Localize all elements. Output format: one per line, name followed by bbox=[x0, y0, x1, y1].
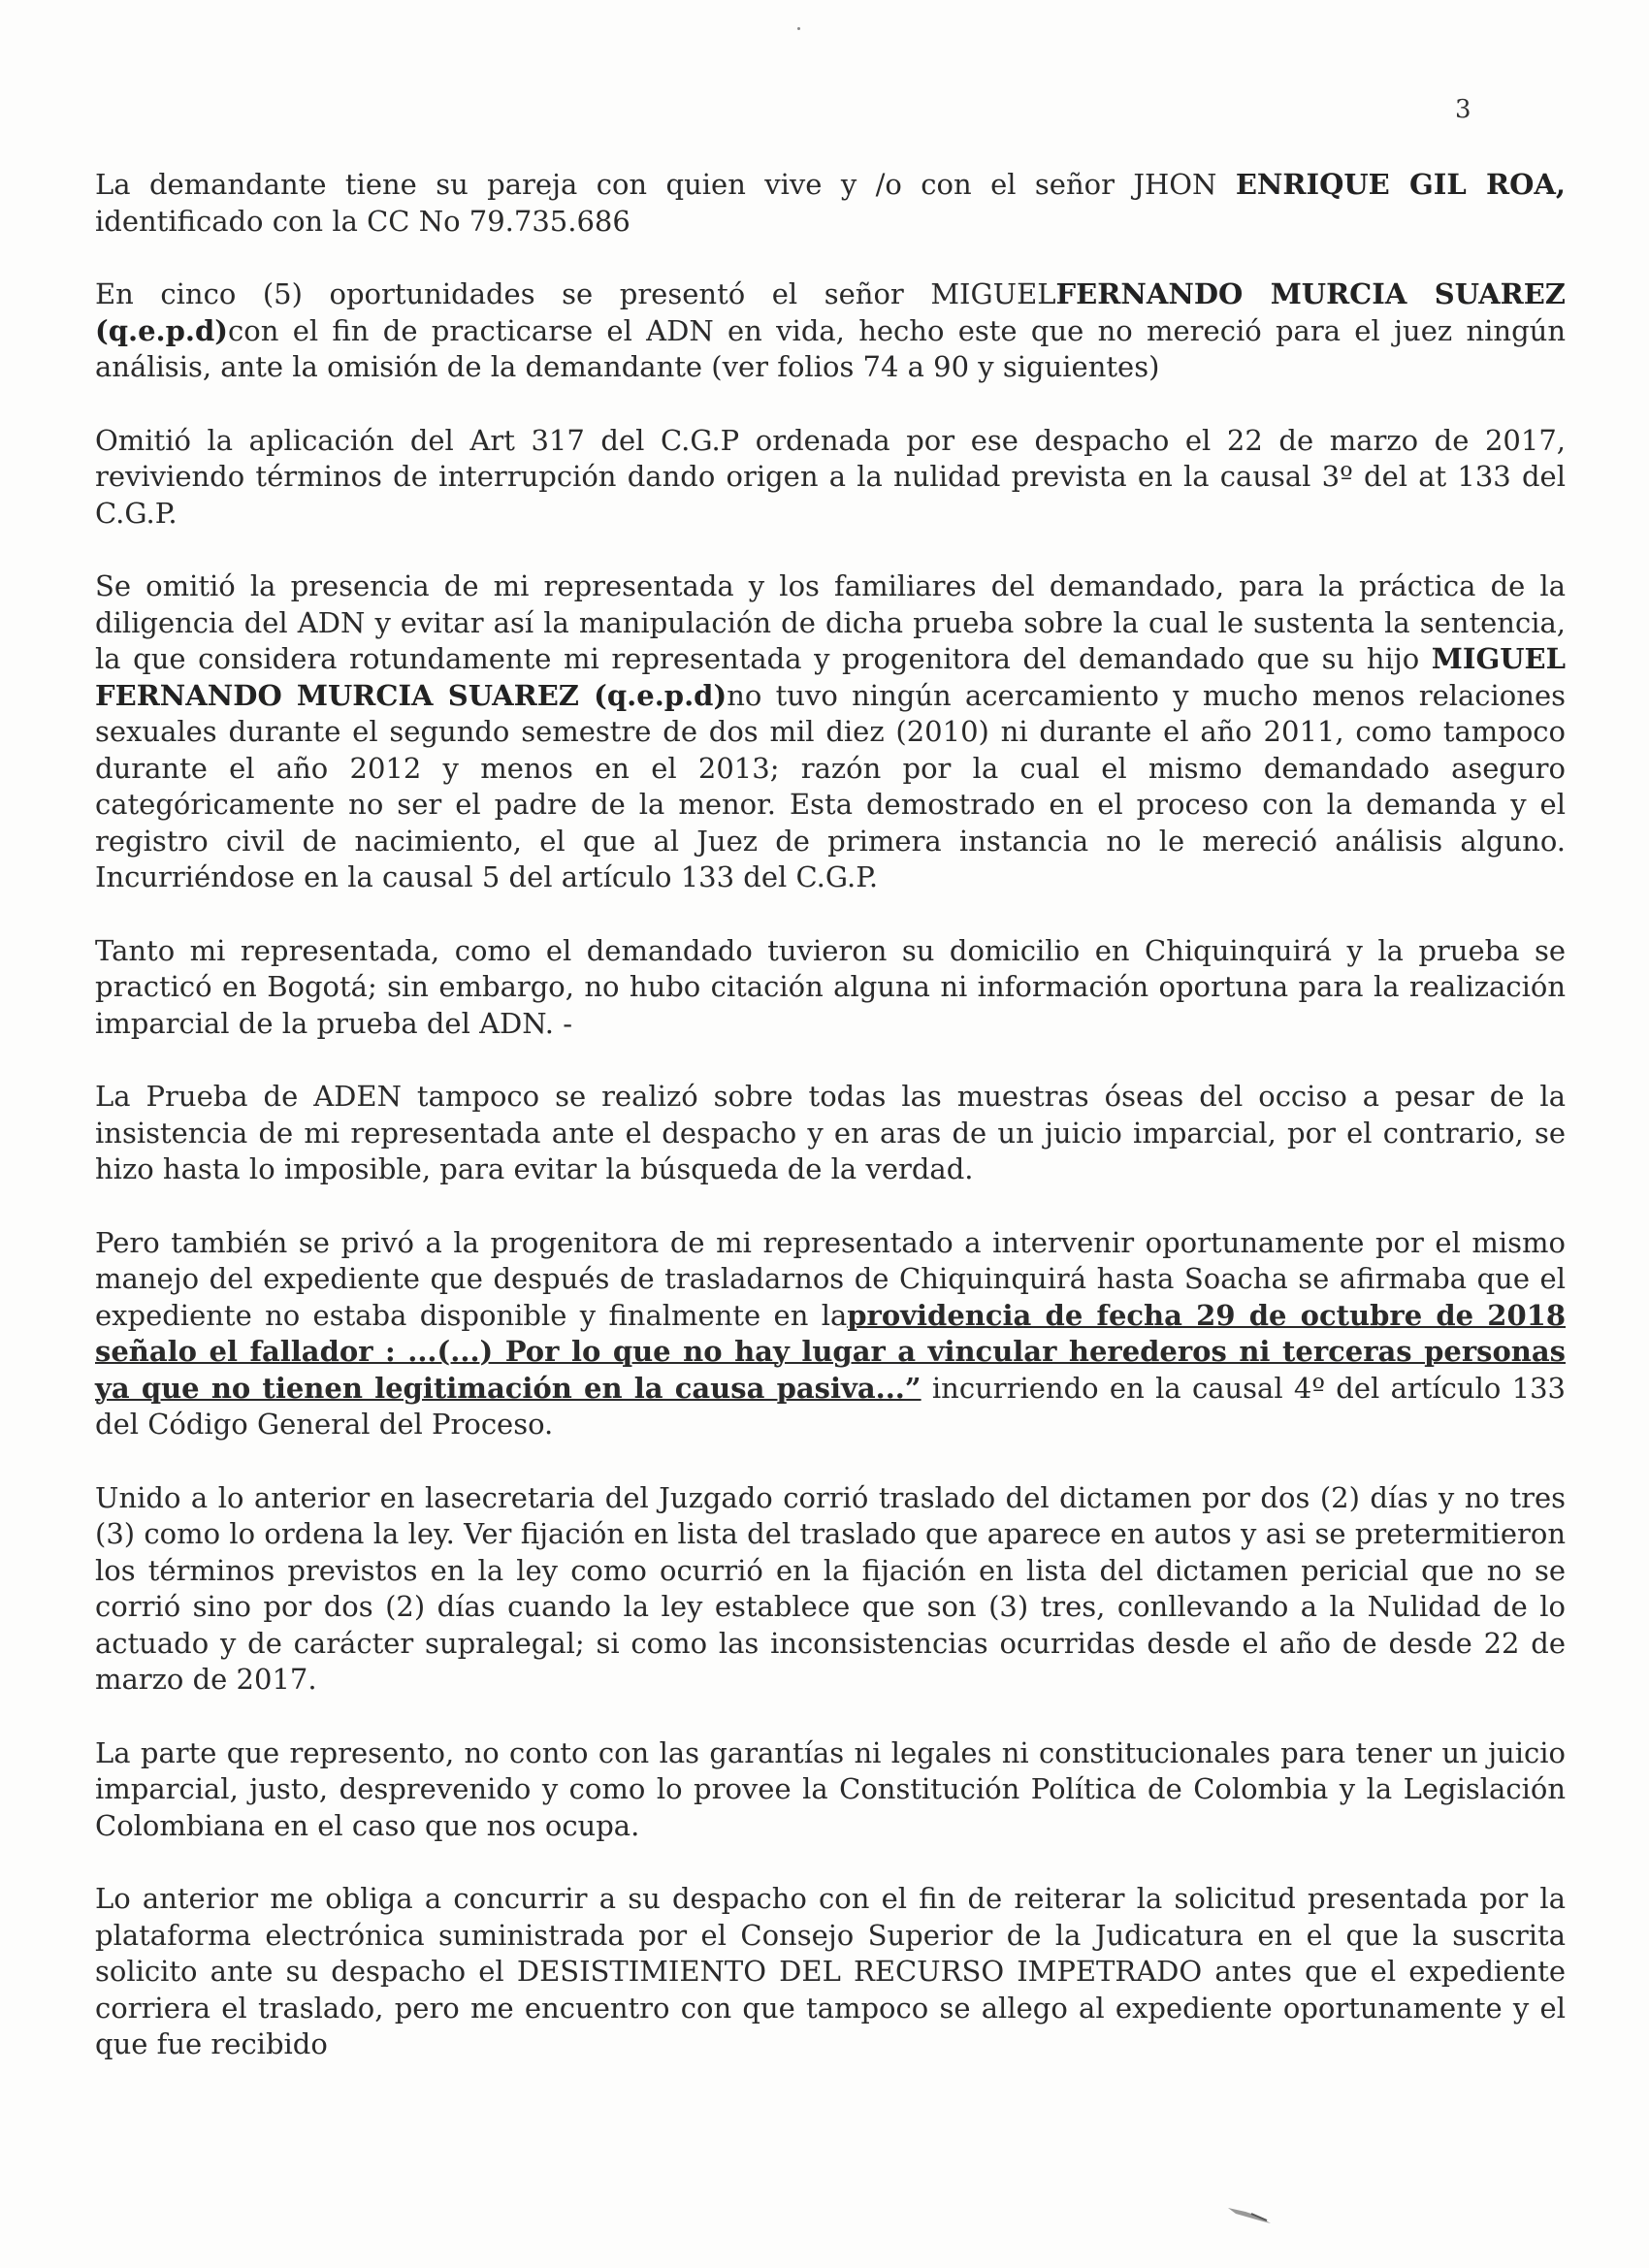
bold-name: MIGUEL FERNANDO MURCIA SUAREZ (q.e.p.d) bbox=[95, 642, 1566, 712]
text-run: La Prueba de ADEN tampoco se realizó sobre todas las muestras óseas del occiso a pesar de la insistencia de mi representada ante el despacho y en aras de un juicio imparcial, por el contrario, se hizo hasta lo imposible, para evitar la búsqueda de la verdad. bbox=[95, 1080, 1566, 1185]
text-run: Lo anterior me obliga a concurrir a su despacho con el fin de reiterar la solicitud presentada por la plataforma electrónica suministrada por el Consejo Superior de la Judicatura en el que la suscrita solicito ante su despacho el DESISTIMIENTO DEL RECURSO IMPETRADO antes que el expediente corriera el traslado, pero me encuentro con que tampoco se allego al expediente oportunamente y el que fue recibido bbox=[95, 1882, 1566, 2060]
scan-speck bbox=[797, 27, 800, 30]
paragraph-10 bbox=[95, 1881, 1566, 2063]
paragraph-5 bbox=[95, 933, 1566, 1043]
paragraph-6 bbox=[95, 1079, 1566, 1188]
underlined-quote: providencia de fecha 29 de octubre de 2018 señalo el fallador : ...(...) Por lo que no hay lugar a vincular herederos ni terceras personas ya que no tienen legitimación en la causa pasiva...” bbox=[95, 1298, 1567, 1405]
text-run: incurriendo en la causal 4º del artículo 133 del Código General del Proceso. bbox=[95, 1371, 1566, 1441]
bold-name: FERNANDO MURCIA SUAREZ (q.e.p.d) bbox=[95, 277, 1566, 347]
paragraph-7 bbox=[95, 1225, 1566, 1443]
bold-name: ENRIQUE GIL ROA, bbox=[1235, 168, 1566, 201]
document-body bbox=[95, 167, 1566, 2100]
paragraph-9 bbox=[95, 1735, 1566, 1845]
ink-mark bbox=[1224, 2202, 1278, 2227]
paragraph-4 bbox=[95, 568, 1566, 896]
text-run: Omitió la aplicación del Art 317 del C.G.P ordenada por ese despacho el 22 de marzo de 2017, reviviendo términos de interrupción dando origen a la nulidad prevista en la causal 3º del at 133 del C.G.P. bbox=[95, 423, 1566, 530]
text-run: Unido a lo anterior en lasecretaria del Juzgado corrió traslado del dictamen por dos (2) días y no tres (3) como lo ordena la ley. Ver fijación en lista del traslado que aparece en autos y asi se pretermitieron los términos previstos en la ley como ocurrió en la fijación en lista del dictamen pericial que no se corrió sino por dos (2) días cuando la ley establece que son (3) tres, conllevando a la Nulidad de lo actuado y de carácter supralegal; si como las inconsistencias ocurridas desde el año de desde 22 de marzo de 2017. bbox=[95, 1480, 1566, 1696]
text-run: Pero también se privó a la progenitora de mi representado a intervenir oportunamente por el mismo manejo del expediente que después de trasladarnos de Chiquinquirá hasta Soacha se afirmaba que el expediente no estaba disponible y finalmente en la bbox=[95, 1225, 1566, 1332]
text-run: La parte que represento, no conto con las garantías ni legales ni constitucionales para tener un juicio imparcial, justo, desprevenido y como lo provee la Constitución Política de Colombia y la Legislación Colombiana en el caso que nos ocupa. bbox=[95, 1735, 1566, 1842]
text-run: identificado con la CC No 79.735.686 bbox=[95, 204, 630, 238]
text-run: Se omitió la presencia de mi representada y los familiares del demandado, para la práctica de la diligencia del ADN y evitar así la manipulación de dicha prueba sobre la cual le sustenta la sentencia, la que considera rotundamente mi representada y progenitora del demandado que su hijo bbox=[95, 569, 1566, 675]
paragraph-3 bbox=[95, 423, 1566, 533]
text-run: La demandante tiene su pareja con quien vive y /o con el señor JHON bbox=[95, 168, 1236, 201]
paragraph-8 bbox=[95, 1480, 1566, 1699]
text-run: Tanto mi representada, como el demandado tuvieron su domicilio en Chiquinquirá y la prueba se practicó en Bogotá; sin embargo, no hubo citación alguna ni información oportuna para la realización imparcial de la prueba del ADN. - bbox=[95, 933, 1566, 1040]
paragraph-1 bbox=[95, 167, 1566, 240]
page-number: 3 bbox=[1455, 95, 1471, 124]
text-run: con el fin de practicarse el ADN en vida, hecho este que no mereció para el juez ningún análisis, ante la omisión de la demandante (ver folios 74 a 90 y siguientes) bbox=[95, 313, 1566, 383]
text-run: En cinco (5) oportunidades se presentó el señor MIGUEL bbox=[95, 277, 1056, 310]
text-run: no tuvo ningún acercamiento y mucho menos relaciones sexuales durante el segundo semestre de dos mil diez (2010) ni durante el año 2011, como tampoco durante el año 2012 y menos en el 2013; razón por la cual el mismo demandado aseguro categóricamente no ser el padre de la menor. Esta demostrado en el proceso con la demanda y el registro civil de nacimiento, el que al Juez de primera instancia no le mereció análisis alguno. Incurriéndose en la causal 5 del artículo 133 del C.G.P. bbox=[95, 678, 1566, 893]
paragraph-2 bbox=[95, 276, 1566, 386]
